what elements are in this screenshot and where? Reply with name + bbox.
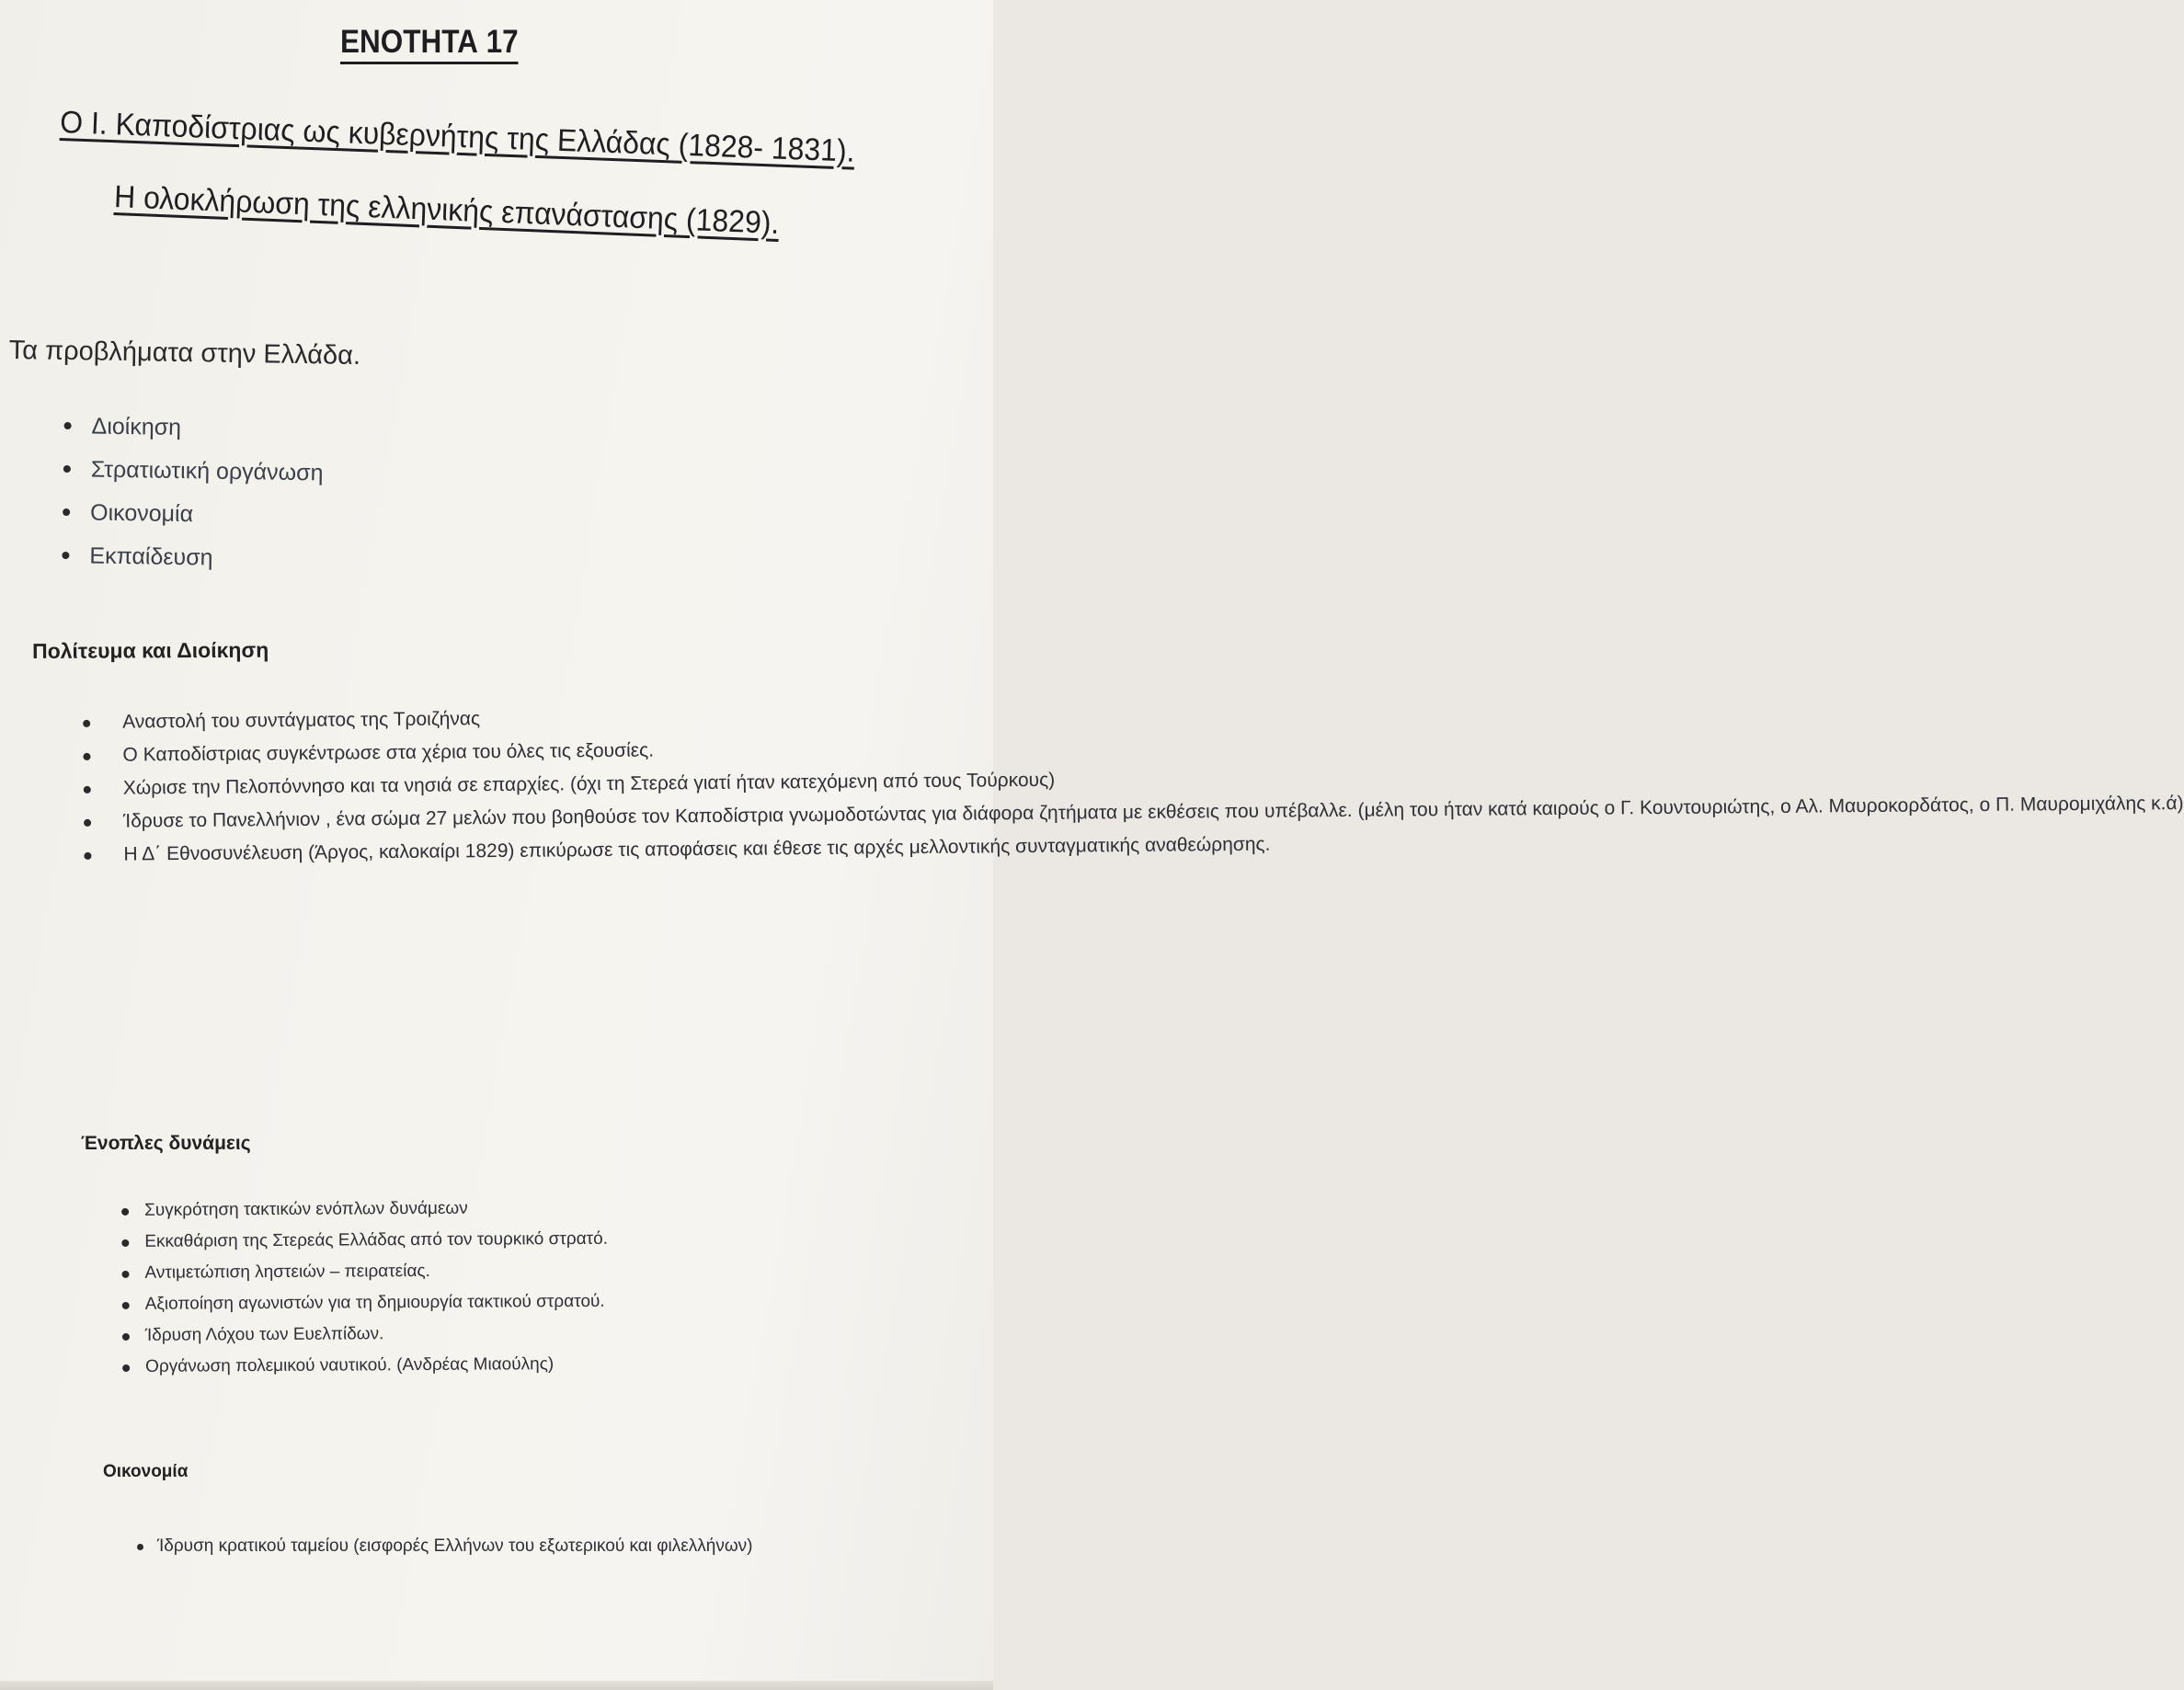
economy-heading: Οικονομία <box>103 1462 189 1481</box>
list-item: Αναστολή του συντάγματος της Τροιζήνας <box>78 699 876 739</box>
unit-title: ΕΝΟΤΗΤΑ 17 <box>340 24 519 64</box>
list-item: Διοίκηση <box>63 405 324 451</box>
problems-heading: Τα προβλήματα στην Ελλάδα. <box>8 336 361 371</box>
page-bottom-edge <box>0 1681 993 1690</box>
economy-list <box>135 1531 792 1562</box>
main-title-line-1: Ο Ι. Καποδίστριας ως κυβερνήτης της Ελλάδας (1828- 1831). <box>59 105 856 169</box>
polity-list <box>78 699 2184 872</box>
main-title-line-2: Η ολοκλήρωση της ελληνικής επανάστασης (1829). <box>113 179 781 242</box>
list-item: Ίδρυσε το Πανελλήνιον , ένα σώμα 27 μελών που βοηθούσε τον Καποδίστρια γνωμοδοτώντας για διάφορα ζητήματα με εκθέσεις που υπέβαλλε. (μέλη του ήταν κατά καιρούς ο Γ. Κουντουριώτης, ο Αλ. Μαυροκορδάτος, ο Π. Μαυρομιχάλης κ.ά) <box>79 798 877 839</box>
list-item: Ίδρυση κρατικού ταμείου (εισφορές Ελλήνων του εξωτερικού και φιλελλήνων) <box>135 1531 792 1562</box>
list-item: Αντιμετώπιση ληστειών – πειρατείας. <box>120 1255 608 1289</box>
list-item: Ο Καποδίστριας συγκέντρωσε στα χέρια του όλες τις εξουσίες. <box>78 732 876 772</box>
problems-list <box>62 405 325 581</box>
list-item: Χώρισε την Πελοπόννησο και τα νησιά σε επαρχίες. (όχι τη Στερεά γιατί ήταν κατεχόμενη από τους Τούρκους) <box>79 765 877 805</box>
armed-forces-list <box>120 1193 609 1383</box>
list-item: Η Δ΄ Εθνοσυνέλευση (Άργος, καλοκαίρι 1829) επικύρωσε τις αποφάσεις και έθεσε τις αρχές μελλοντικής συνταγματικής αναθεώρησης. <box>79 831 877 872</box>
list-item: Ίδρυση Λόχου των Ευελπίδων. <box>120 1318 609 1352</box>
armed-forces-heading: Ένοπλες δυνάμεις <box>81 1133 251 1154</box>
list-item: Οργάνωση πολεμικού ναυτικού. (Ανδρέας Μιαούλης) <box>120 1349 609 1383</box>
list-item: Εκπαίδευση <box>62 534 322 581</box>
list-item: Συγκρότηση τακτικών ενόπλων δυνάμεων <box>120 1193 608 1227</box>
list-item: Εκκαθάριση της Στερεάς Ελλάδας από τον τουρκικό στρατό. <box>120 1224 608 1258</box>
list-item: Αξιοποίηση αγωνιστών για τη δημιουργία τακτικού στρατού. <box>120 1286 609 1320</box>
list-item: Οικονομία <box>63 491 323 538</box>
list-item: Στρατιωτική οργάνωση <box>63 448 324 495</box>
polity-heading: Πολίτευμα και Διοίκηση <box>32 637 269 663</box>
